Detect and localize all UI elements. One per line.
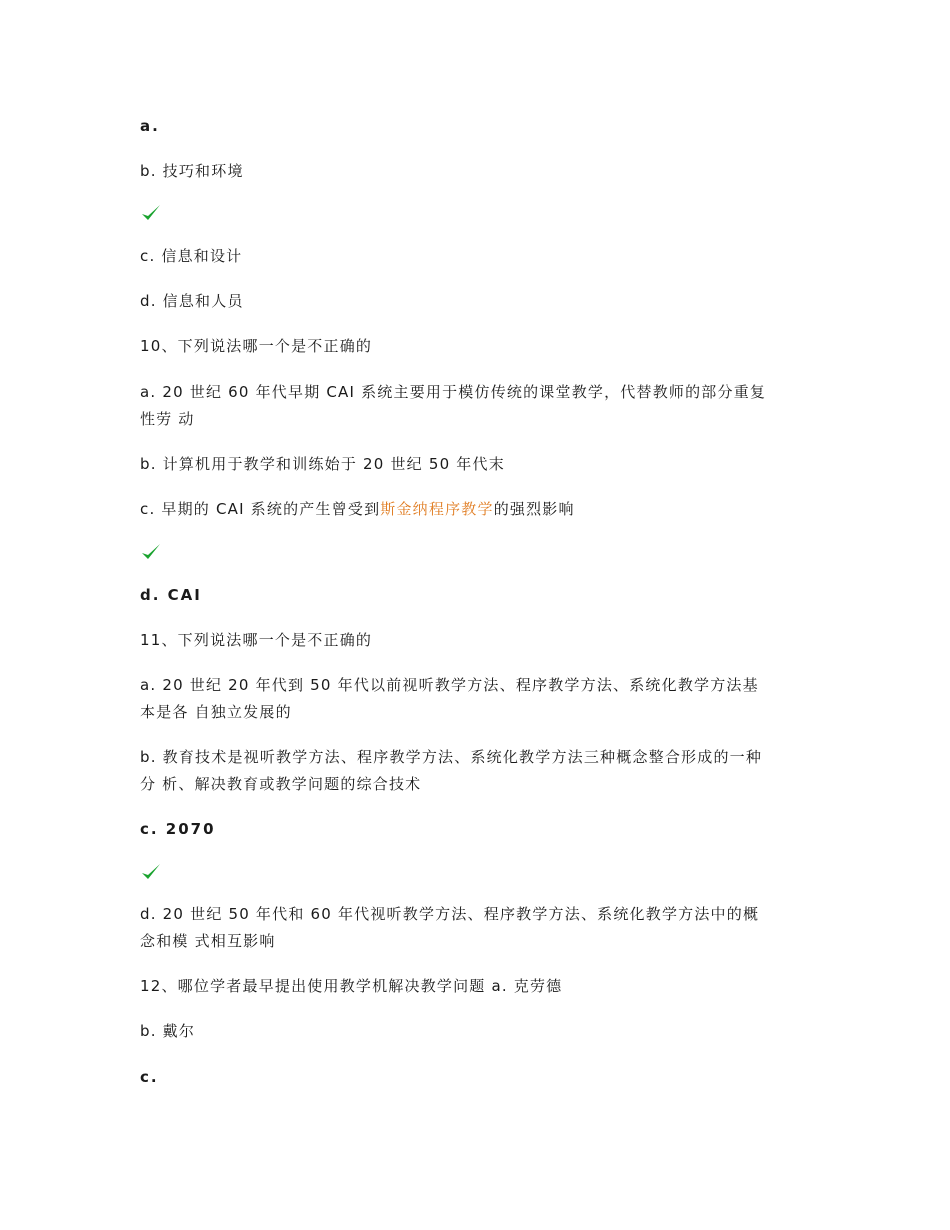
option-c-line: c. 信息和设计 xyxy=(140,247,243,265)
option-a-line: a. xyxy=(140,117,160,135)
q10-option-c xyxy=(140,496,820,522)
q11-option-a-line2: 本是各 自独立发展的 xyxy=(140,703,292,721)
checkmark-icon xyxy=(140,861,162,883)
question-12: 12、哪位学者最早提出使用教学机解决教学问题 a. 克劳德 xyxy=(140,977,563,995)
q11-option-b-line1: b. 教育技术是视听教学方法、程序教学方法、系统化教学方法三种概念整合形成的一种 xyxy=(140,748,763,766)
q10-option-c-post: 的强烈影响 xyxy=(493,500,575,518)
q10-option-d: d. CAI xyxy=(140,586,202,604)
q11-option-c: c. 2070 xyxy=(140,820,216,838)
q11-option-a-line1: a. 20 世纪 20 年代到 50 年代以前视听教学方法、程序教学方法、系统化教学方法基 xyxy=(140,676,759,694)
q10-option-c-pre: c. 早期的 CAI 系统的产生曾受到 xyxy=(140,500,381,518)
option-b-line: b. 技巧和环境 xyxy=(140,162,244,180)
option-d-line: d. 信息和人员 xyxy=(140,292,244,310)
q11-option-d-line2: 念和模 式相互影响 xyxy=(140,932,276,950)
highlight-link[interactable]: 斯金纳程序教学 xyxy=(380,500,494,518)
checkmark-icon xyxy=(140,541,162,563)
q10-option-a-line1: a. 20 世纪 60 年代早期 CAI 系统主要用于模仿传统的课堂教学，代替教师的部分重复 xyxy=(140,383,767,401)
q10-option-a-line2: 性劳 动 xyxy=(140,410,195,428)
q10-option-b: b. 计算机用于教学和训练始于 20 世纪 50 年代末 xyxy=(140,455,505,473)
q12-option-c: c. xyxy=(140,1068,159,1086)
question-11: 11、下列说法哪一个是不正确的 xyxy=(140,631,373,649)
q12-option-b: b. 戴尔 xyxy=(140,1022,196,1040)
q11-option-d-line1: d. 20 世纪 50 年代和 60 年代视听教学方法、程序教学方法、系统化教学方法中的概 xyxy=(140,905,760,923)
checkmark-icon xyxy=(140,202,162,224)
question-10: 10、下列说法哪一个是不正确的 xyxy=(140,337,373,355)
q11-option-b-line2: 分 析、解决教育或教学问题的综合技术 xyxy=(140,775,422,793)
